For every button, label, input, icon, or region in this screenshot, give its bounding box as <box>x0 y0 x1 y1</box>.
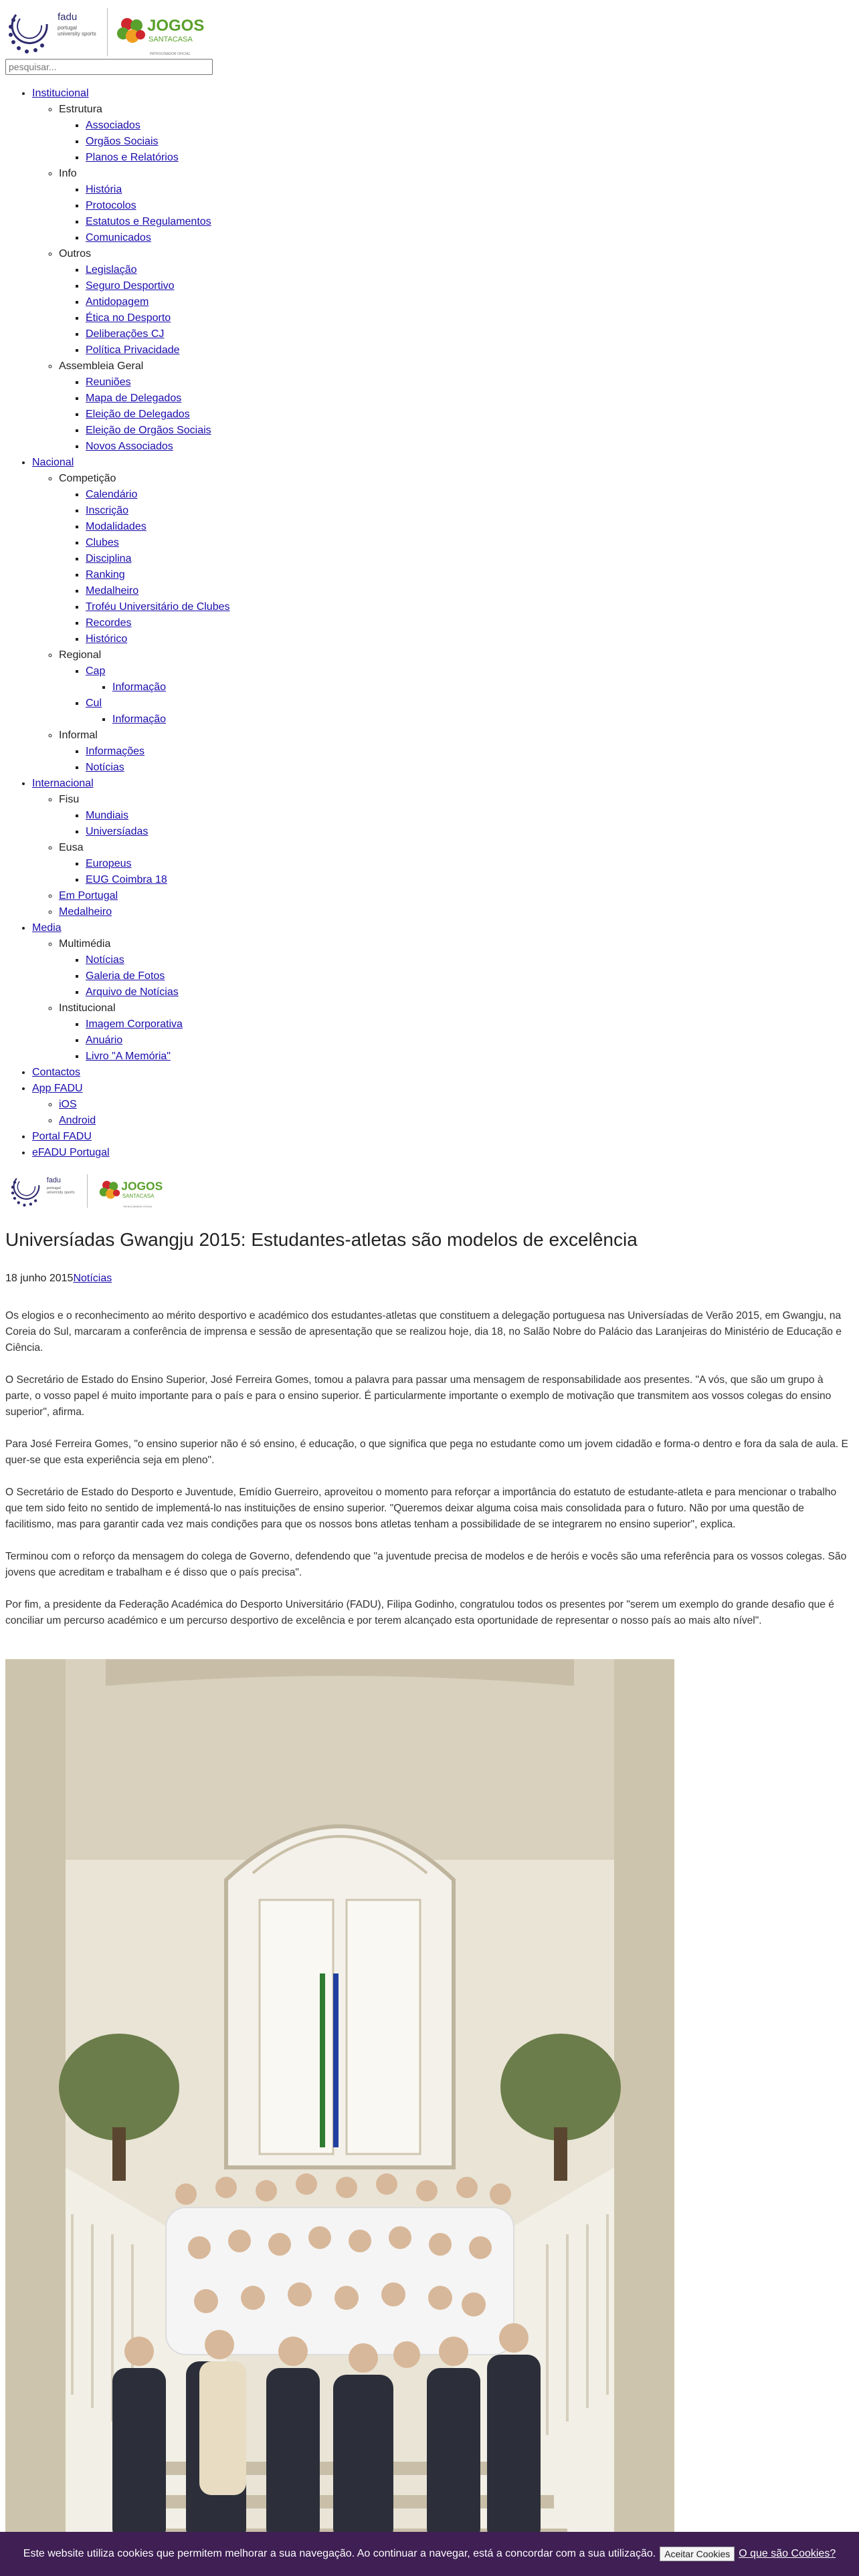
menu-link[interactable]: Troféu Universitário de Clubes <box>86 601 230 613</box>
svg-text:PATROCINADOR OFICIAL: PATROCINADOR OFICIAL <box>123 1205 153 1208</box>
submenu-heading: Info <box>59 168 77 179</box>
menu-link[interactable]: Eleição de Delegados <box>86 409 190 420</box>
cookies-info-link[interactable]: O que são Cookies? <box>739 2548 836 2559</box>
submenu-heading: Multimédia <box>59 938 111 950</box>
menu-link[interactable]: Imagem Corporativa <box>86 1018 183 1030</box>
article-category-link[interactable]: Notícias <box>73 1273 112 1284</box>
menu-link[interactable]: Associados <box>86 120 140 131</box>
jogos-santacasa-logo-small[interactable] <box>92 1172 173 1210</box>
svg-text:university sports: university sports <box>58 31 96 37</box>
menu-link-ios[interactable]: iOS <box>59 1099 77 1110</box>
article-paragraph: Para José Ferreira Gomes, "o ensino superior não é só ensino, é educação, o que significa que pega no estudante como um jovem cidadão e forma-o dentro e fora da sala de aula. E quer-se que esta experiência seja em pleno". <box>5 1438 848 1466</box>
menu-link[interactable]: Ranking <box>86 569 125 580</box>
menu-link[interactable]: Antidopagem <box>86 296 149 308</box>
menu-link[interactable]: Ética no Desporto <box>86 312 171 324</box>
menu-link-cul[interactable]: Cul <box>86 697 102 709</box>
menu-link-cap[interactable]: Cap <box>86 665 106 677</box>
submenu-heading: Outros <box>59 248 92 259</box>
fadu-logo-small[interactable] <box>5 1172 80 1210</box>
menu-link[interactable]: Legislação <box>86 264 137 276</box>
submenu-heading: Assembleia Geral <box>59 360 144 372</box>
article-paragraph: O Secretário de Estado do Desporto e Juventude, Emídio Guerreiro, aproveitou o momento para reforçar a importância do estatuto de estudante-atleta e para mencionar o trabalho que tem sido feito no sentido de implementá-lo nas instituições de ensino superior. "Queremos deixar alguma coisa mais consolidada para o futuro. Não por uma questão de facilitismo, mas para garantir cada vez mais condições para que os nossos bons atletas tenham a possibilidade de se integrarem no ensino superior", explica. <box>5 1487 837 1530</box>
menu-link[interactable]: Reuniões <box>86 377 131 388</box>
submenu-heading: Fisu <box>59 794 80 805</box>
menu-link[interactable]: Mundiais <box>86 810 129 821</box>
menu-link[interactable]: Universíadas <box>86 826 149 837</box>
menu-link[interactable]: Notícias <box>86 954 124 966</box>
menu-link[interactable]: Novos Associados <box>86 441 173 452</box>
svg-text:portugal: portugal <box>58 25 77 31</box>
menu-link-portal-fadu[interactable]: Portal FADU <box>32 1131 92 1142</box>
submenu-heading: Regional <box>59 649 102 661</box>
menu-link[interactable]: Informação <box>112 714 167 725</box>
svg-text:portugal: portugal <box>46 1186 61 1191</box>
article-photo <box>5 1659 674 2576</box>
menu-link[interactable]: Eleição de Orgãos Sociais <box>86 425 211 436</box>
menu-link-nacional[interactable]: Nacional <box>32 457 74 468</box>
menu-link-em-portugal[interactable]: Em Portugal <box>59 890 118 901</box>
submenu-heading: Eusa <box>59 842 84 853</box>
svg-text:SANTACASA: SANTACASA <box>149 35 193 43</box>
menu-link[interactable]: Estatutos e Regulamentos <box>86 216 211 227</box>
menu-link[interactable]: Política Privacidade <box>86 344 180 356</box>
menu-link[interactable]: Protocolos <box>86 200 136 211</box>
menu-link[interactable]: Orgãos Sociais <box>86 136 159 147</box>
svg-text:fadu: fadu <box>46 1176 61 1184</box>
submenu-heading: Estrutura <box>59 104 102 115</box>
submenu-heading: Institucional <box>59 1002 116 1014</box>
menu-link[interactable]: Modalidades <box>86 521 147 532</box>
article-paragraph: O Secretário de Estado do Ensino Superior, José Ferreira Gomes, tomou a palavra para passar uma mensagem de responsabilidade aos presentes. "A vós, que são um grupo à parte, o vosso papel é muito importante para o país e para o ensino superior. É particularmente importante o exemplo de motivação que transmitem aos vossos colegas do ensino superior", afirma. <box>5 1374 832 1418</box>
menu-institucional <box>32 86 607 455</box>
menu-nacional <box>32 455 607 776</box>
news-article <box>5 1228 851 1645</box>
article-title: Universíadas Gwangju 2015: Estudantes-atletas são modelos de excelência <box>5 1229 638 1250</box>
cookie-banner <box>0 2532 859 2576</box>
svg-text:PATROCINADOR OFICIAL: PATROCINADOR OFICIAL <box>150 52 191 56</box>
search-input[interactable] <box>5 59 213 75</box>
submenu-heading: Competição <box>59 473 116 484</box>
fadu-logo-name: fadu <box>58 11 78 23</box>
menu-link[interactable]: Informação <box>112 681 167 693</box>
menu-link-android[interactable]: Android <box>59 1115 96 1126</box>
article-meta <box>5 1271 851 1287</box>
svg-text:university sports: university sports <box>46 1190 75 1195</box>
menu-link-internacional[interactable]: Internacional <box>32 778 94 789</box>
menu-link[interactable]: História <box>86 184 122 195</box>
menu-link[interactable]: Informações <box>86 746 145 757</box>
logo-divider <box>87 1174 88 1208</box>
fadu-logo[interactable] <box>5 5 99 59</box>
menu-link[interactable]: Arquivo de Notícias <box>86 986 179 998</box>
menu-media <box>32 920 607 1065</box>
menu-link[interactable]: Galeria de Fotos <box>86 970 165 982</box>
accept-cookies-button[interactable]: Aceitar Cookies <box>660 2547 735 2561</box>
article-paragraph: Terminou com o reforço da mensagem do colega de Governo, defendendo que "a juventude precisa de modelos e de heróis e vocês são uma referência para os vossos colegas. São jovens que acreditam e trabalham e é disso que o país precisa". <box>5 1551 847 1578</box>
main-navigation <box>5 86 607 1161</box>
menu-link[interactable]: Recordes <box>86 617 132 629</box>
menu-link[interactable]: Livro "A Memória" <box>86 1051 171 1062</box>
cookie-text: Este website utiliza cookies que permitem melhorar a sua navegação. Ao continuar a navegar, está a concordar com a sua utilização. <box>23 2548 656 2559</box>
menu-link-contactos[interactable]: Contactos <box>32 1067 81 1078</box>
menu-internacional <box>32 776 607 920</box>
menu-link-institucional[interactable]: Institucional <box>32 88 89 99</box>
menu-link[interactable]: Medalheiro <box>86 585 139 597</box>
svg-text:JOGOS: JOGOS <box>147 17 205 35</box>
menu-link[interactable]: Europeus <box>86 858 132 869</box>
menu-link-media[interactable]: Media <box>32 922 62 934</box>
logo-divider <box>107 8 108 56</box>
article-date: 18 junho 2015 <box>5 1273 74 1284</box>
jogos-santacasa-logo[interactable] <box>112 5 213 59</box>
menu-link-app-fadu[interactable]: App FADU <box>32 1083 83 1094</box>
menu-link[interactable]: Planos e Relatórios <box>86 152 179 163</box>
menu-link[interactable]: Anuário <box>86 1035 123 1046</box>
menu-link[interactable]: Seguro Desportivo <box>86 280 175 292</box>
menu-link[interactable]: Calendário <box>86 489 138 500</box>
article-body <box>5 1308 851 1629</box>
menu-link[interactable]: Histórico <box>86 633 128 645</box>
menu-link[interactable]: Notícias <box>86 762 124 773</box>
menu-link-medalheiro[interactable]: Medalheiro <box>59 906 112 918</box>
article-paragraph: Por fim, a presidente da Federação Académica do Desporto Universitário (FADU), Filipa Godinho, congratulou todos os presentes por "serem um exemplo do grande desafio que é conciliar um percurso académico e um percurso desportivo de excelência e por terem alcançado esta oportunidade de representar o nosso país ao mais alto nível". <box>5 1599 834 1626</box>
menu-link[interactable]: Comunicados <box>86 232 151 243</box>
menu-link-efadu[interactable]: eFADU Portugal <box>32 1147 110 1158</box>
svg-text:JOGOS: JOGOS <box>121 1179 163 1193</box>
menu-link[interactable]: Disciplina <box>86 553 132 564</box>
menu-link[interactable]: Clubes <box>86 537 119 548</box>
menu-link[interactable]: EUG Coimbra 18 <box>86 874 167 885</box>
svg-text:SANTACASA: SANTACASA <box>122 1193 155 1200</box>
article-paragraph: Os elogios e o reconhecimento ao mérito desportivo e académico dos estudantes-atletas que constituem a delegação portuguesa nas Universíadas de Verão 2015, em Gwangju, na Coreia do Sul, marcaram a conferência de imprensa e sessão de apresentação que se realizou hoje, dia 18, no Salão Nobre do Palácio das Laranjeiras do Ministério de Educação e Ciência. <box>5 1310 842 1354</box>
menu-link[interactable]: Deliberações CJ <box>86 328 165 340</box>
submenu-heading: Informal <box>59 730 98 741</box>
menu-link[interactable]: Mapa de Delegados <box>86 393 182 404</box>
menu-link[interactable]: Inscrição <box>86 505 129 516</box>
